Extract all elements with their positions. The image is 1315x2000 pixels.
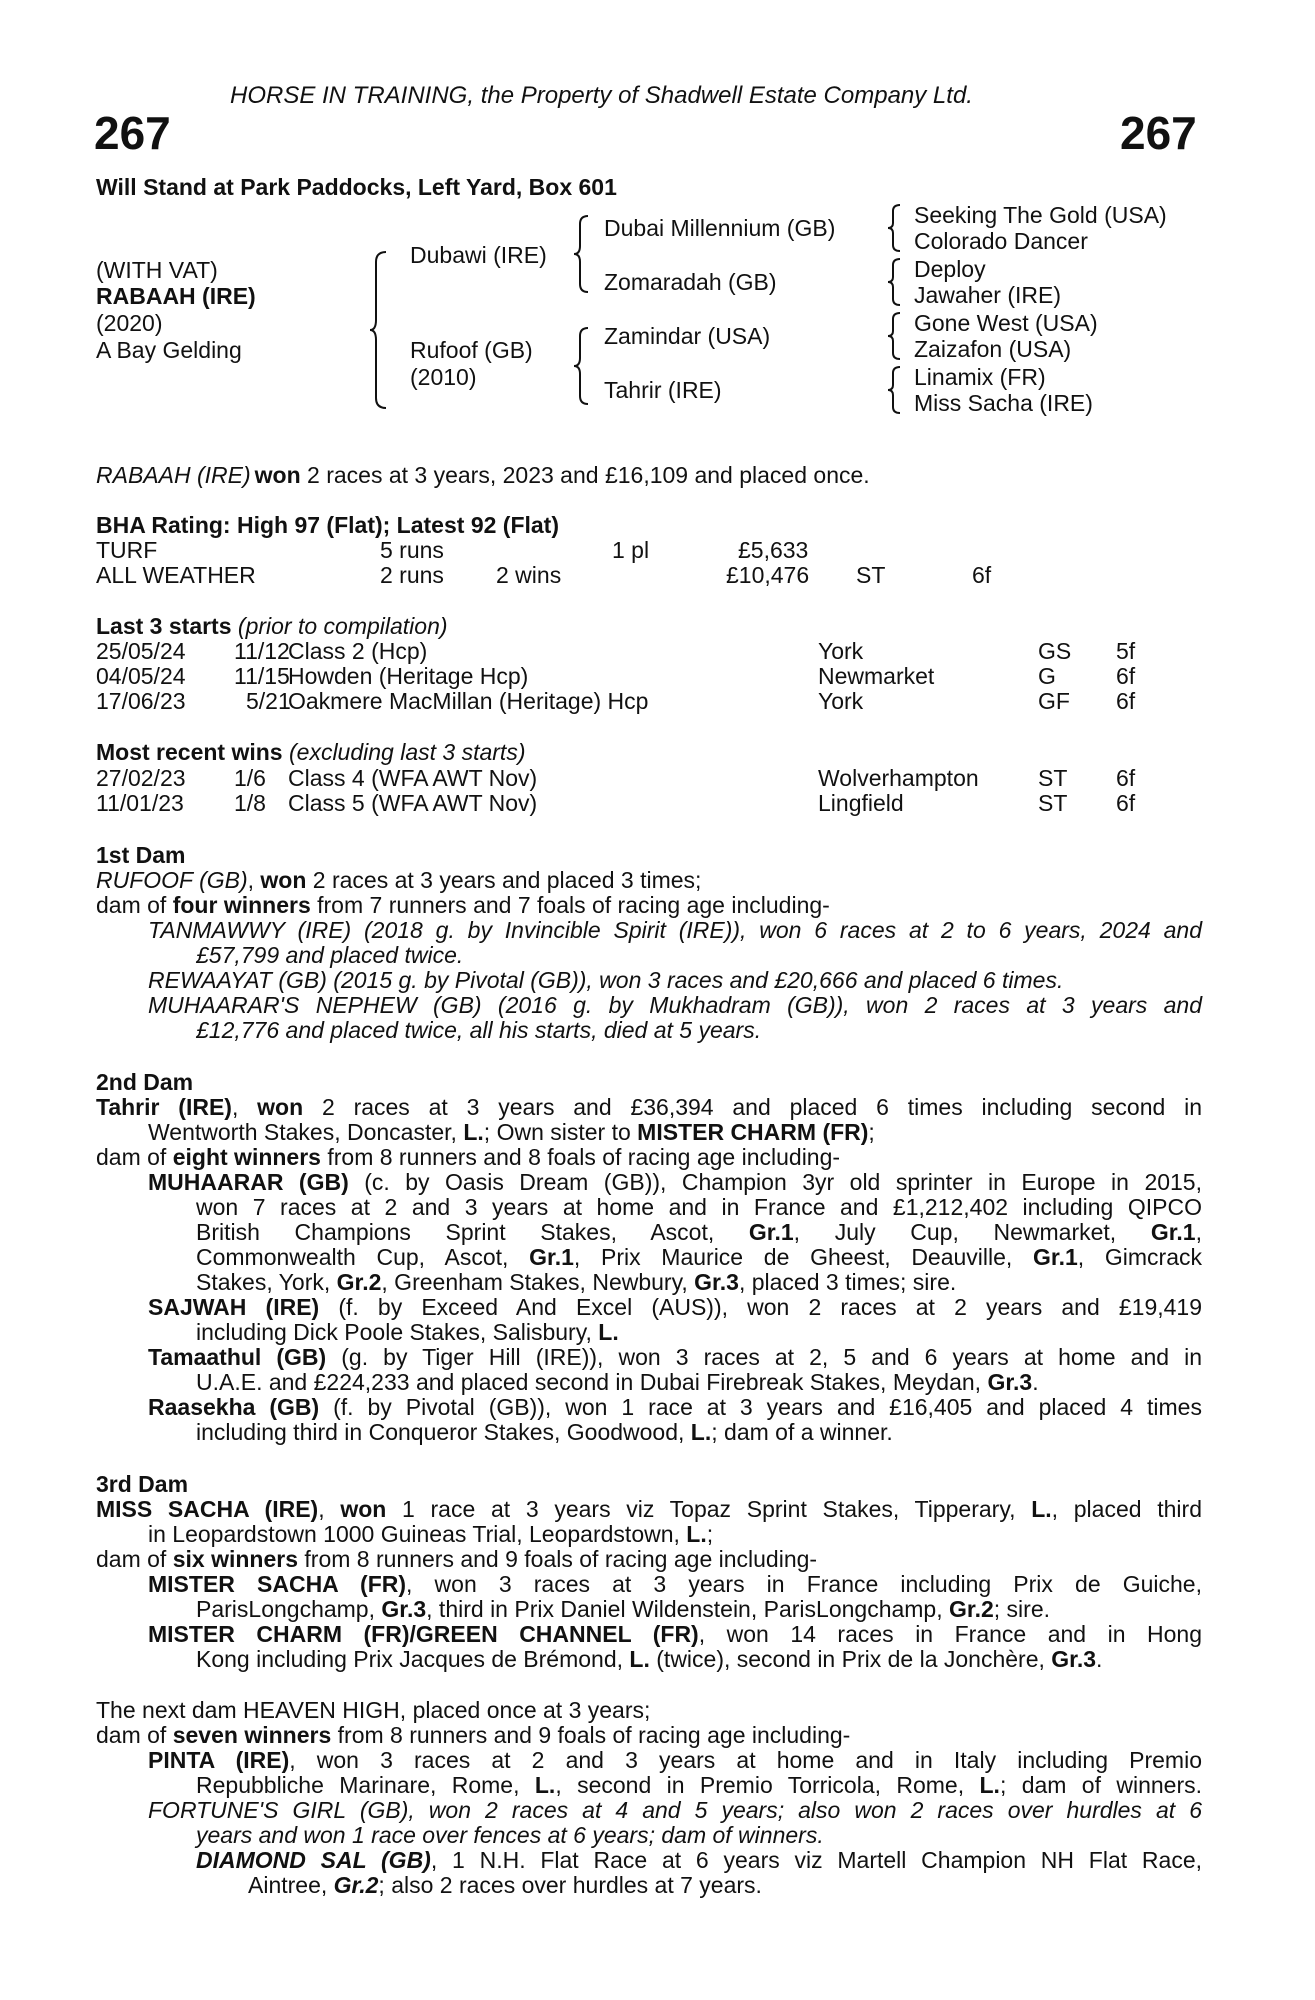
dam1-line: dam of four winners from 7 runners and 7 foals of racing age including- [96,892,830,918]
next-dam-line: The next dam HEAVEN HIGH, placed once at 3 years; [96,1697,651,1723]
dam2-progeny: Stakes, York, Gr.2, Greenham Stakes, Newbury, Gr.3, placed 3 times; sire. [196,1269,957,1295]
recent-wins-heading: Most recent wins (excluding last 3 starts) [96,739,526,765]
dam2-progeny: MUHAARAR (GB) (c. by Oasis Dream (GB)), Champion 3yr old sprinter in Europe in 2015, [148,1169,1202,1195]
pedigree-ggp: Colorado Dancer [914,228,1088,254]
dam3-line: MISS SACHA (IRE), won 1 race at 3 years viz Topaz Sprint Stakes, Tipperary, L., placed third [96,1496,1202,1522]
running-title: HORSE IN TRAINING, the Property of Shadwell Estate Company Ltd. [230,82,973,109]
ggp-bracket-1 [888,203,908,253]
next-dam-line: dam of seven winners from 8 runners and 9 foals of racing age including- [96,1722,851,1748]
pedigree-main-bracket [372,250,392,410]
dam2-progeny: won 7 races at 2 and 3 years at home and in France and £1,212,402 including QIPCO [196,1194,1202,1220]
pedigree-ggp: Gone West (USA) [914,310,1098,336]
last-starts-heading: Last 3 starts (prior to compilation) [96,613,448,639]
dam1-progeny: £12,776 and placed twice, all his starts, died at 5 years. [196,1017,762,1043]
dam2-line: dam of eight winners from 8 runners and 8 foals of racing age including- [96,1144,841,1170]
dam3-line: in Leopardstown 1000 Guineas Trial, Leopardstown, L.; [148,1521,714,1547]
pedigree-dam-year: (2010) [410,364,477,390]
bha-rating: BHA Rating: High 97 (Flat); Latest 92 (Flat) [96,512,559,538]
dam1-progeny: TANMAWWY (IRE) (2018 g. by Invincible Spirit (IRE)), won 6 races at 2 to 6 years, 2024 and [148,917,1202,943]
dam3-heading: 3rd Dam [96,1471,189,1497]
next-dam-progeny: DIAMOND SAL (GB), 1 N.H. Flat Race at 6 years viz Martell Champion NH Flat Race, [196,1847,1202,1873]
dam3-progeny: ParisLongchamp, Gr.3, third in Prix Daniel Wildenstein, ParisLongchamp, Gr.2; sire. [196,1596,1051,1622]
lot-number-left: 267 [94,107,171,159]
horse-year: (2020) [96,310,163,336]
next-dam-progeny: years and won 1 race over fences at 6 years; dam of winners. [196,1822,824,1848]
next-dam-progeny: PINTA (IRE), won 3 races at 2 and 3 years at home and in Italy including Premio [148,1747,1202,1773]
ggp-bracket-3 [888,311,908,361]
horse-description: A Bay Gelding [96,337,242,363]
next-dam-progeny: Repubbliche Marinare, Rome, L., second in Premio Torricola, Rome, L.; dam of winners. [196,1772,1202,1798]
dam2-line: Tahrir (IRE), won 2 races at 3 years and £36,394 and placed 6 times including second in [96,1094,1202,1120]
pedigree-sire-bracket [576,214,596,294]
dam3-progeny: MISTER CHARM (FR)/GREEN CHANNEL (FR), won 14 races in France and in Hong [148,1621,1202,1647]
horse-name: RABAAH (IRE) [96,283,256,309]
dam1-progeny: MUHAARAR'S NEPHEW (GB) (2016 g. by Mukhadram (GB)), won 2 races at 3 years and [148,992,1202,1018]
pedigree-dam-bracket [576,326,596,406]
pedigree-sire: Dubawi (IRE) [410,242,547,268]
dam3-line: dam of six winners from 8 runners and 9 foals of racing age including- [96,1546,818,1572]
pedigree-dam: Rufoof (GB) [410,337,533,363]
pedigree-ggp: Jawaher (IRE) [914,282,1061,308]
lot-number-right: 267 [1120,107,1197,159]
dam2-progeny: including third in Conqueror Stakes, Goodwood, L.; dam of a winner. [196,1419,893,1445]
ggp-bracket-2 [888,257,908,307]
dam3-progeny: Kong including Prix Jacques de Brémond, L. (twice), second in Prix de la Jonchère, Gr.3. [196,1646,1103,1672]
pedigree-ggp: Miss Sacha (IRE) [914,390,1093,416]
pedigree-grandsire-paternal: Dubai Millennium (GB) [604,215,836,241]
dam2-progeny: including Dick Poole Stakes, Salisbury, L. [196,1319,619,1345]
pedigree-granddam-maternal: Tahrir (IRE) [604,377,722,403]
dam1-heading: 1st Dam [96,842,186,868]
dam2-progeny: British Champions Sprint Stakes, Ascot, Gr.1, July Cup, Newmarket, Gr.1, [196,1219,1202,1245]
dam1-line: RUFOOF (GB), won 2 races at 3 years and placed 3 times; [96,867,702,893]
pedigree-granddam-paternal: Zomaradah (GB) [604,269,777,295]
dam2-progeny: Raasekha (GB) (f. by Pivotal (GB)), won 1 race at 3 years and £16,405 and placed 4 times [148,1394,1202,1420]
pedigree-ggp: Zaizafon (USA) [914,336,1072,362]
dam3-progeny: MISTER SACHA (FR), won 3 races at 3 years in France including Prix de Guiche, [148,1571,1202,1597]
location: Will Stand at Park Paddocks, Left Yard, Box 601 [96,174,617,200]
ggp-bracket-4 [888,365,908,415]
dam1-progeny: REWAAYAT (GB) (2015 g. by Pivotal (GB)), won 3 races and £20,666 and placed 6 times. [148,967,1064,993]
race-summary: RABAAH (IRE) won 2 races at 3 years, 2023 and £16,109 and placed once. [96,462,870,488]
vat-label: (WITH VAT) [96,257,218,283]
dam2-line: Wentworth Stakes, Doncaster, L.; Own sister to MISTER CHARM (FR); [148,1119,875,1145]
pedigree-ggp: Seeking The Gold (USA) [914,202,1167,228]
dam2-progeny: U.A.E. and £224,233 and placed second in Dubai Firebreak Stakes, Meydan, Gr.3. [196,1369,1039,1395]
dam2-progeny: Commonwealth Cup, Ascot, Gr.1, Prix Maurice de Gheest, Deauville, Gr.1, Gimcrack [196,1244,1202,1270]
dam2-progeny: Tamaathul (GB) (g. by Tiger Hill (IRE)), won 3 races at 2, 5 and 6 years at home and in [148,1344,1202,1370]
next-dam-progeny: FORTUNE'S GIRL (GB), won 2 races at 4 and 5 years; also won 2 races over hurdles at 6 [148,1797,1202,1823]
pedigree-ggp: Linamix (FR) [914,364,1046,390]
pedigree-ggp: Deploy [914,256,986,282]
next-dam-progeny: Aintree, Gr.2; also 2 races over hurdles at 7 years. [248,1872,762,1898]
dam1-progeny: £57,799 and placed twice. [196,942,464,968]
pedigree-grandsire-maternal: Zamindar (USA) [604,323,771,349]
dam2-heading: 2nd Dam [96,1069,194,1095]
dam2-progeny: SAJWAH (IRE) (f. by Exceed And Excel (AUS)), won 2 races at 2 years and £19,419 [148,1294,1203,1320]
